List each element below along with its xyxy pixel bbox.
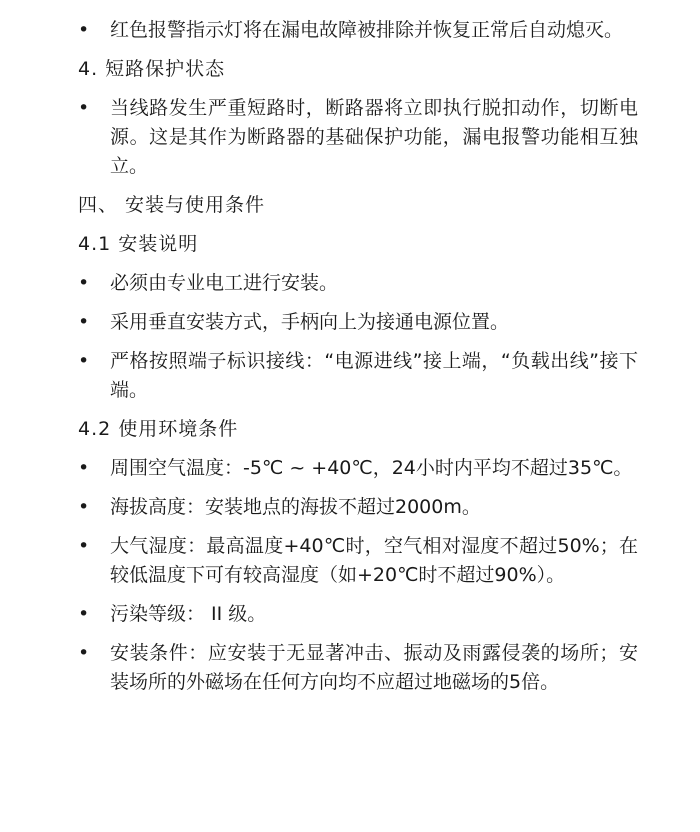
bullet-text: 当线路发生严重短路时，断路器将立即执行脱扣动作，切断电源。这是其作为断路器的基础保护功能，漏电报警功能相互独立。 [110,97,638,177]
subsection-heading: 4.2 使用环境条件 [78,418,239,440]
bullet-item [78,600,638,629]
bullet-marker: • [78,311,90,333]
bullet-marker: • [78,642,90,664]
bullet-marker: • [78,350,90,372]
document-body [78,16,638,707]
bullet-marker: • [78,603,90,625]
bullet-item [78,532,638,590]
bullet-text: 周围空气温度：-5℃ ~ +40℃，24小时内平均不超过35℃。 [110,457,633,479]
section-heading: 4. 短路保护状态 [78,58,226,80]
bullet-marker: • [78,457,90,479]
chapter-heading: 四、 安装与使用条件 [78,194,266,216]
bullet-item [78,347,638,405]
bullet-text: 严格按照端子标识接线：“电源进线”接上端，“负载出线”接下端。 [110,350,638,401]
bullet-marker: • [78,19,90,41]
bullet-text: 大气湿度：最高温度+40℃时，空气相对湿度不超过50%；在较低温度下可有较高湿度（如+20℃时不超过90%）。 [110,535,638,586]
bullet-item [78,454,638,483]
bullet-item [78,94,638,181]
subsection-heading: 4.1 安装说明 [78,233,199,255]
bullet-item [78,16,638,45]
bullet-marker: • [78,272,90,294]
bullet-text: 污染等级： II 级。 [110,603,267,625]
bullet-marker: • [78,97,90,119]
bullet-item [78,639,638,697]
bullet-text: 采用垂直安装方式，手柄向上为接通电源位置。 [110,311,510,333]
bullet-text: 安装条件：应安装于无显著冲击、振动及雨露侵袭的场所；安装场所的外磁场在任何方向均不应超过地磁场的5倍。 [110,642,638,693]
bullet-item [78,493,638,522]
bullet-text: 必须由专业电工进行安装。 [110,272,339,294]
bullet-marker: • [78,535,90,557]
bullet-text: 红色报警指示灯将在漏电故障被排除并恢复正常后自动熄灭。 [110,19,624,41]
bullet-marker: • [78,496,90,518]
bullet-text: 海拔高度：安装地点的海拔不超过2000m。 [110,496,481,518]
bullet-item [78,269,638,298]
bullet-item [78,308,638,337]
